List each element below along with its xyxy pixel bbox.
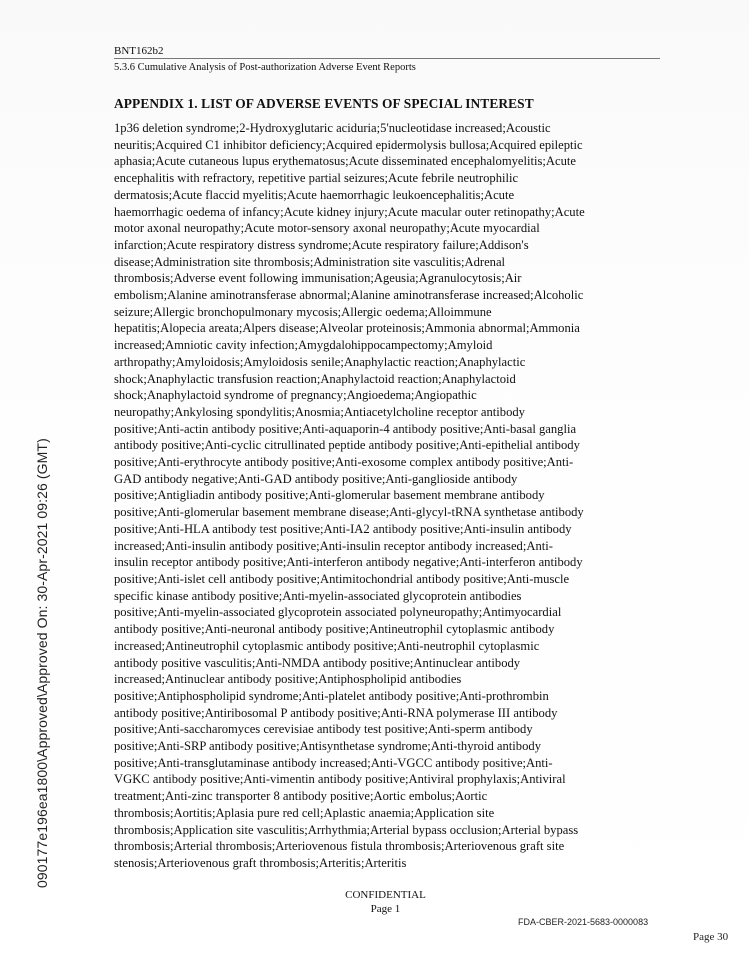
body-text-line: thrombosis;Arterial thrombosis;Arteriovenous fistula thrombosis;Arteriovenous graft site	[114, 839, 565, 854]
body-text-line: encephalitis with refractory, repetitive partial seizures;Acute febrile neutrophilic	[114, 171, 519, 186]
body-text-line: antibody positive;Anti-cyclic citrullinated peptide antibody positive;Anti-epithelial antibody	[114, 438, 580, 453]
body-text-line: stenosis;Arteriovenous graft thrombosis;Arteritis;Arteritis	[114, 855, 407, 870]
body-text-line: antibody positive;Antiribosomal P antibody positive;Anti-RNA polymerase III antibody	[114, 705, 558, 720]
header-product: BNT162b2	[114, 45, 164, 57]
body-text-line: hepatitis;Alopecia areata;Alpers disease;Alveolar proteinosis;Ammonia abnormal;Ammonia	[114, 321, 580, 336]
body-text-line: positive;Anti-HLA antibody test positive;Anti-IA2 antibody positive;Anti-insulin antibody	[114, 521, 572, 536]
body-text-line: positive;Anti-actin antibody positive;Anti-aquaporin-4 antibody positive;Anti-basal ganglia	[114, 421, 577, 436]
body-text-line: antibody positive vasculitis;Anti-NMDA antibody positive;Antinuclear antibody	[114, 655, 521, 670]
appendix-title: APPENDIX 1. LIST OF ADVERSE EVENTS OF SPECIAL INTEREST	[114, 96, 534, 111]
body-text-line: treatment;Anti-zinc transporter 8 antibody positive;Aortic embolus;Aortic	[114, 789, 488, 804]
body-text-line: positive;Anti-glomerular basement membrane disease;Anti-glycyl-tRNA synthetase antibody	[114, 505, 584, 520]
body-text-line: increased;Anti-insulin antibody positive;Anti-insulin receptor antibody increased;Anti-	[114, 538, 553, 553]
body-text-line: disease;Administration site thrombosis;Administration site vasculitis;Adrenal	[114, 254, 506, 269]
header-section: 5.3.6 Cumulative Analysis of Post-authorization Adverse Event Reports	[114, 62, 416, 73]
body-text-line: neuropathy;Ankylosing spondylitis;Anosmia;Antiacetylcholine receptor antibody	[114, 404, 525, 419]
body-text-line: positive;Antigliadin antibody positive;Anti-glomerular basement membrane antibody	[114, 488, 545, 503]
body-text-line: shock;Anaphylactoid syndrome of pregnancy;Angioedema;Angiopathic	[114, 388, 477, 403]
body-text-line: infarction;Acute respiratory distress syndrome;Acute respiratory failure;Addison's	[114, 237, 529, 252]
body-text-line: increased;Amniotic cavity infection;Amygdalohippocampectomy;Amyloid	[114, 338, 493, 353]
body-text-line: dermatosis;Acute flaccid myelitis;Acute haemorrhagic leukoencephalitis;Acute	[114, 187, 515, 202]
body-text-line: neuritis;Acquired C1 inhibitor deficiency;Acquired epidermolysis bullosa;Acquired epileptic	[114, 137, 583, 152]
body-text-line: seizure;Allergic bronchopulmonary mycosis;Allergic oedema;Alloimmune	[114, 304, 492, 319]
body-text-line: embolism;Alanine aminotransferase abnormal;Alanine aminotransferase increased;Alcoholic	[114, 288, 584, 303]
body-text-line: positive;Anti-erythrocyte antibody positive;Anti-exosome complex antibody positive;Anti-	[114, 455, 574, 470]
approval-stamp: 090177e196ea1800\Approved\Approved On: 30-Apr-2021 09:26 (GMT)	[34, 438, 50, 888]
body-text-line: GAD antibody negative;Anti-GAD antibody positive;Anti-ganglioside antibody	[114, 471, 518, 486]
body-text-line: positive;Anti-transglutaminase antibody increased;Anti-VGCC antibody positive;Anti-	[114, 755, 553, 770]
body-text-line: increased;Antineutrophil cytoplasmic antibody positive;Anti-neutrophil cytoplasmic	[114, 638, 540, 653]
body-text-line: VGKC antibody positive;Anti-vimentin antibody positive;Antiviral prophylaxis;Antiviral	[114, 772, 566, 787]
page-number: Page 1	[370, 903, 401, 915]
body-text-line: increased;Antinuclear antibody positive;Antiphospholipid antibodies	[114, 672, 462, 687]
body-text-line: insulin receptor antibody positive;Anti-interferon antibody negative;Anti-interferon antibody	[114, 555, 583, 570]
body-text-line: thrombosis;Adverse event following immunisation;Ageusia;Agranulocytosis;Air	[114, 271, 522, 286]
body-text-line: haemorrhagic oedema of infancy;Acute kidney injury;Acute macular outer retinopathy;Acute	[114, 204, 585, 219]
body-text-line: positive;Antiphospholipid syndrome;Anti-platelet antibody positive;Anti-prothrombin	[114, 688, 549, 703]
body-text-line: 1p36 deletion syndrome;2-Hydroxyglutaric aciduria;5'nucleotidase increased;Acoustic	[114, 121, 551, 135]
body-text-line: positive;Anti-SRP antibody positive;Antisynthetase syndrome;Anti-thyroid antibody	[114, 739, 541, 754]
body-text-line: thrombosis;Application site vasculitis;Arrhythmia;Arterial bypass occlusion;Arterial bypass	[114, 822, 579, 837]
outer-page-number: Page 30	[693, 931, 729, 943]
body-text-line: positive;Anti-islet cell antibody positive;Antimitochondrial antibody positive;Anti-muscle	[114, 571, 570, 586]
body-text-line: positive;Anti-myelin-associated glycoprotein associated polyneuropathy;Antimyocardial	[114, 605, 562, 620]
header-rule	[114, 58, 660, 59]
body-text-line: shock;Anaphylactic transfusion reaction;Anaphylactoid reaction;Anaphylactoid	[114, 371, 516, 386]
body-text-line: positive;Anti-saccharomyces cerevisiae antibody test positive;Anti-sperm antibody	[114, 722, 533, 737]
fda-document-id: FDA-CBER-2021-5683-0000083	[518, 917, 649, 927]
body-text-line: arthropathy;Amyloidosis;Amyloidosis senile;Anaphylactic reaction;Anaphylactic	[114, 354, 526, 369]
confidential-label: CONFIDENTIAL	[345, 889, 426, 901]
body-text-line: motor axonal neuropathy;Acute motor-sensory axonal neuropathy;Acute myocardial	[114, 221, 540, 236]
body-text-line: thrombosis;Aortitis;Aplasia pure red cell;Aplastic anaemia;Application site	[114, 805, 495, 820]
body-text-line: aphasia;Acute cutaneous lupus erythematosus;Acute disseminated encephalomyelitis;Acute	[114, 154, 576, 169]
body-text-line: specific kinase antibody positive;Anti-myelin-associated glycoprotein antibodies	[114, 588, 522, 603]
adverse-events-list	[114, 120, 666, 872]
body-text-line: antibody positive;Anti-neuronal antibody positive;Antineutrophil cytoplasmic antibody	[114, 622, 555, 637]
